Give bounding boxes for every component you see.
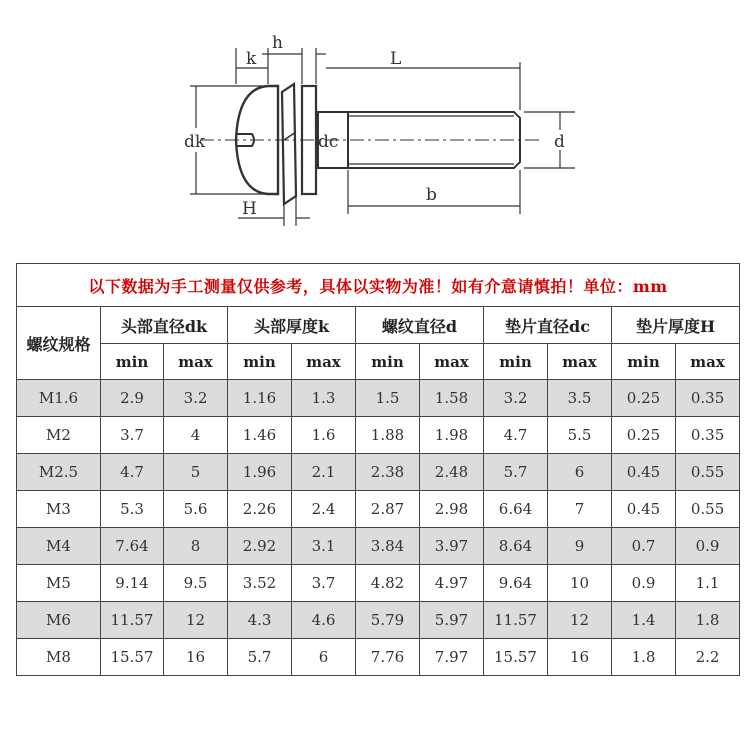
value-cell: 6.64 — [484, 491, 548, 528]
value-cell: 1.16 — [228, 380, 292, 417]
group-header: 垫片直径dc — [484, 307, 612, 344]
value-cell: 9.5 — [164, 565, 228, 602]
sub-header: min — [356, 344, 420, 380]
sub-header: max — [420, 344, 484, 380]
sub-header: max — [548, 344, 612, 380]
thread-size-cell: M5 — [17, 565, 101, 602]
value-cell: 2.38 — [356, 454, 420, 491]
thread-size-cell: M4 — [17, 528, 101, 565]
value-cell: 0.55 — [676, 454, 740, 491]
value-cell: 2.87 — [356, 491, 420, 528]
group-header: 头部厚度k — [228, 307, 356, 344]
value-cell: 0.35 — [676, 380, 740, 417]
label-dk: dk — [184, 132, 206, 152]
row-header: 螺纹规格 — [17, 307, 101, 380]
sub-header: max — [676, 344, 740, 380]
value-cell: 11.57 — [484, 602, 548, 639]
value-cell: 1.1 — [676, 565, 740, 602]
value-cell: 1.88 — [356, 417, 420, 454]
value-cell: 1.58 — [420, 380, 484, 417]
spring-washer — [282, 84, 296, 204]
group-header: 螺纹直径d — [356, 307, 484, 344]
value-cell: 3.1 — [292, 528, 356, 565]
group-header-row — [17, 307, 740, 344]
table-row — [17, 491, 740, 528]
dimension-labels — [184, 33, 565, 219]
value-cell: 2.26 — [228, 491, 292, 528]
value-cell: 0.45 — [612, 454, 676, 491]
value-cell: 4.7 — [101, 454, 164, 491]
value-cell: 6 — [548, 454, 612, 491]
value-cell: 15.57 — [484, 639, 548, 676]
value-cell: 0.7 — [612, 528, 676, 565]
table-row — [17, 639, 740, 676]
value-cell: 3.2 — [164, 380, 228, 417]
table-row — [17, 380, 740, 417]
thread-size-cell: M3 — [17, 491, 101, 528]
value-cell: 4.97 — [420, 565, 484, 602]
value-cell: 2.4 — [292, 491, 356, 528]
value-cell: 12 — [548, 602, 612, 639]
table-row — [17, 602, 740, 639]
value-cell: 1.96 — [228, 454, 292, 491]
value-cell: 4.6 — [292, 602, 356, 639]
value-cell: 7.64 — [101, 528, 164, 565]
table-body — [17, 380, 740, 676]
value-cell: 16 — [164, 639, 228, 676]
unit-note: 以下数据为手工测量仅供参考，具体以实物为准！如有介意请慎拍！单位：mm — [17, 264, 740, 307]
thread-size-cell: M2.5 — [17, 454, 101, 491]
value-cell: 5.79 — [356, 602, 420, 639]
value-cell: 3.97 — [420, 528, 484, 565]
value-cell: 0.9 — [612, 565, 676, 602]
value-cell: 1.46 — [228, 417, 292, 454]
label-d: d — [554, 132, 565, 152]
sub-header: max — [164, 344, 228, 380]
value-cell: 7.97 — [420, 639, 484, 676]
value-cell: 4.82 — [356, 565, 420, 602]
thread-size-cell: M2 — [17, 417, 101, 454]
label-H: H — [242, 199, 257, 219]
value-cell: 2.2 — [676, 639, 740, 676]
value-cell: 5 — [164, 454, 228, 491]
table-row — [17, 417, 740, 454]
sub-header: min — [484, 344, 548, 380]
value-cell: 4.3 — [228, 602, 292, 639]
label-L: L — [390, 49, 402, 69]
value-cell: 16 — [548, 639, 612, 676]
sub-header-row — [17, 344, 740, 380]
value-cell: 11.57 — [101, 602, 164, 639]
sub-header: min — [101, 344, 164, 380]
value-cell: 3.7 — [101, 417, 164, 454]
value-cell: 4 — [164, 417, 228, 454]
value-cell: 3.5 — [548, 380, 612, 417]
label-b: b — [426, 185, 437, 205]
sub-header: min — [228, 344, 292, 380]
screw-dimension-diagram — [0, 0, 750, 250]
value-cell: 5.5 — [548, 417, 612, 454]
value-cell: 0.55 — [676, 491, 740, 528]
table-row — [17, 528, 740, 565]
label-h: h — [272, 33, 283, 53]
value-cell: 0.45 — [612, 491, 676, 528]
value-cell: 0.25 — [612, 380, 676, 417]
value-cell: 1.4 — [612, 602, 676, 639]
value-cell: 0.9 — [676, 528, 740, 565]
value-cell: 15.57 — [101, 639, 164, 676]
label-dc: dc — [318, 132, 339, 152]
value-cell: 2.92 — [228, 528, 292, 565]
value-cell: 6 — [292, 639, 356, 676]
value-cell: 1.8 — [676, 602, 740, 639]
value-cell: 3.2 — [484, 380, 548, 417]
value-cell: 1.8 — [612, 639, 676, 676]
value-cell: 2.1 — [292, 454, 356, 491]
value-cell: 5.3 — [101, 491, 164, 528]
value-cell: 5.97 — [420, 602, 484, 639]
value-cell: 0.35 — [676, 417, 740, 454]
value-cell: 7.76 — [356, 639, 420, 676]
sub-header: max — [292, 344, 356, 380]
value-cell: 10 — [548, 565, 612, 602]
value-cell: 0.25 — [612, 417, 676, 454]
value-cell: 3.84 — [356, 528, 420, 565]
value-cell: 5.7 — [484, 454, 548, 491]
value-cell: 5.7 — [228, 639, 292, 676]
value-cell: 9.14 — [101, 565, 164, 602]
value-cell: 2.98 — [420, 491, 484, 528]
group-header: 垫片厚度H — [612, 307, 740, 344]
sub-header: min — [612, 344, 676, 380]
value-cell: 8.64 — [484, 528, 548, 565]
group-header: 头部直径dk — [101, 307, 228, 344]
thread-size-cell: M1.6 — [17, 380, 101, 417]
value-cell: 8 — [164, 528, 228, 565]
table-row — [17, 565, 740, 602]
value-cell: 1.5 — [356, 380, 420, 417]
value-cell: 7 — [548, 491, 612, 528]
screw-drawing — [200, 84, 540, 204]
value-cell: 9.64 — [484, 565, 548, 602]
value-cell: 3.7 — [292, 565, 356, 602]
value-cell: 4.7 — [484, 417, 548, 454]
spec-table — [16, 263, 740, 676]
value-cell: 1.3 — [292, 380, 356, 417]
value-cell: 1.98 — [420, 417, 484, 454]
label-k: k — [246, 49, 257, 69]
value-cell: 9 — [548, 528, 612, 565]
thread-size-cell: M6 — [17, 602, 101, 639]
value-cell: 2.9 — [101, 380, 164, 417]
value-cell: 2.48 — [420, 454, 484, 491]
value-cell: 1.6 — [292, 417, 356, 454]
thread-size-cell: M8 — [17, 639, 101, 676]
value-cell: 3.52 — [228, 565, 292, 602]
table-row — [17, 454, 740, 491]
value-cell: 12 — [164, 602, 228, 639]
value-cell: 5.6 — [164, 491, 228, 528]
